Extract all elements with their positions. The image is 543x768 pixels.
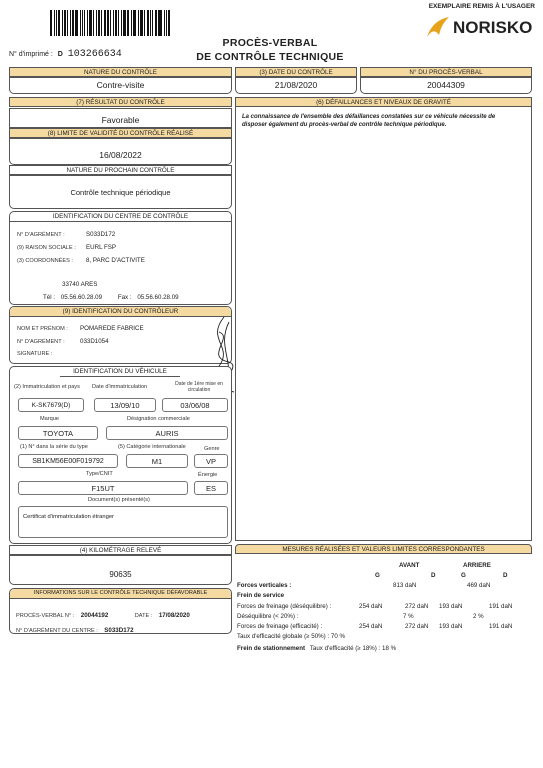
barcode-bar <box>54 10 55 36</box>
mesures-avant-label: AVANT <box>399 562 420 569</box>
centre-agrement-label: N° D'AGRÉMENT : <box>17 232 65 238</box>
frein-service-label: Frein de service <box>237 592 285 599</box>
type-value: F15UT <box>18 481 188 495</box>
serie-value: SB1KM56E00F019792 <box>18 454 118 468</box>
barcode-bar <box>58 10 61 36</box>
imprime-number-row <box>9 49 122 60</box>
barcode-bar <box>164 10 165 36</box>
vehicule-header: IDENTIFICATION DU VÉHICULE <box>60 367 180 377</box>
defavorable-agrement-label: N° D'AGRÉMENT DU CENTRE : <box>16 628 98 634</box>
centre-header: IDENTIFICATION DU CENTRE DE CONTRÔLE <box>10 212 231 222</box>
date-immat-label: Date d'immatriculation <box>92 384 148 390</box>
forces-verticales-arriere: 469 daN <box>467 582 491 589</box>
desequilibre-arriere: 2 % <box>473 613 484 620</box>
barcode-bar <box>89 10 92 36</box>
mesures-arriere-label: ARRIERE <box>463 562 491 569</box>
brand-name: NORISKO <box>453 18 533 37</box>
imprime-label: N° d'imprimé : <box>9 51 53 58</box>
barcode-bar <box>50 10 52 36</box>
mesures-box <box>235 554 532 659</box>
efficacite-force-arg: 193 daN <box>439 623 463 630</box>
barcode-bar <box>101 10 102 36</box>
page-title-line1: PROCÈS-VERBAL <box>222 37 318 49</box>
prochain-header: NATURE DU PROCHAIN CONTRÔLE <box>9 165 232 175</box>
defavorable-pv-label: PROCÈS-VERBAL N° : <box>16 613 75 619</box>
efficacite-forces-label: Forces de freinage (efficacité) : <box>237 623 323 630</box>
immat-value: K-SK7679(D) <box>18 398 84 412</box>
defavorable-agrement-value: S033D172 <box>104 627 134 634</box>
centre-city: 33740 ARES <box>62 281 98 288</box>
pv-number-header: N° DU PROCÈS-VERBAL <box>360 67 532 77</box>
controleur-agrement-label: N° D'AGRÉMENT : <box>17 339 65 345</box>
defavorable-date-label: DATE : <box>134 613 153 619</box>
mesures-arriere-d: D <box>503 572 508 579</box>
barcode-bar <box>155 10 157 36</box>
resultat-value: Favorable <box>9 108 232 128</box>
defavorable-pv-value: 20044192 <box>80 612 109 619</box>
barcode-bar <box>107 10 110 36</box>
efficacite-force-avd: 272 daN <box>405 623 429 630</box>
pv-number-value: 20044309 <box>360 77 532 94</box>
page-title-line2: DE CONTRÔLE TECHNIQUE <box>196 51 344 63</box>
kilometrage-value: 90635 <box>9 555 232 585</box>
centre-coord-value: 8, PARC D'ACTIVITE <box>86 257 145 264</box>
barcode-bar <box>133 10 134 36</box>
type-label: Type/CNIT <box>86 471 113 477</box>
norisko-bird-icon <box>425 15 451 39</box>
centre-raison-value: EURL FSP <box>86 244 117 251</box>
stationnement-value: Taux d'efficacité (≥ 18%) : 18 % <box>309 645 397 652</box>
resultat-header: (7) RÉSULTAT DU CONTRÔLE <box>9 97 232 107</box>
stationnement-row <box>237 645 396 652</box>
imprime-number: 103266634 <box>67 49 122 60</box>
centre-tel-row <box>43 294 179 301</box>
barcode-bar <box>121 10 122 36</box>
date-circ-value: 03/06/08 <box>162 398 228 412</box>
exemplaire-label: EXEMPLAIRE REMIS À L'USAGER <box>428 3 535 10</box>
centre-fax-label: Fax : <box>117 294 132 301</box>
barcode-bar <box>147 10 149 36</box>
date-controle-header: (3) DATE DU CONTRÔLE <box>235 67 357 77</box>
limite-value: 16/08/2022 <box>9 138 232 165</box>
mesures-arriere-g: G <box>461 572 466 579</box>
barcode-bar <box>123 10 126 36</box>
barcode-bar <box>152 10 153 36</box>
barcode-bar <box>62 10 63 36</box>
designation-label: Désignation commerciale <box>127 416 190 422</box>
centre-agrement-value: S033D172 <box>86 231 116 238</box>
barcode-bar <box>56 10 57 36</box>
barcode-bar <box>82 10 83 36</box>
defavorable-header: INFORMATIONS SUR LE CONTRÔLE TECHNIQUE DÉFAVORABLE <box>10 589 231 599</box>
barcode-bar <box>70 10 71 36</box>
barcode-bar <box>158 10 159 36</box>
barcode-bar <box>98 10 100 36</box>
barcode-bar <box>87 10 88 36</box>
barcode-bar <box>127 10 129 36</box>
categorie-value: M1 <box>126 454 188 468</box>
mesures-avant-d: D <box>431 572 436 579</box>
controleur-signature-label: SIGNATURE : <box>17 351 53 357</box>
barcode-bar <box>166 10 167 36</box>
centre-tel-label: Tél : <box>43 294 56 301</box>
centre-fax-value: 05.56.60.28.09 <box>137 294 179 301</box>
controleur-nom-value: POMAREDE FABRICE <box>80 325 144 332</box>
centre-raison-label: (9) RAISON SOCIALE : <box>17 245 76 251</box>
desequilibre-forces-label: Forces de freinage (déséquilibre) : <box>237 603 332 610</box>
defavorable-date-value: 17/08/2020 <box>158 612 190 619</box>
barcode-bar <box>159 10 162 36</box>
stationnement-label: Frein de stationnement <box>237 645 306 652</box>
barcode-bar <box>134 10 136 36</box>
barcode-bar <box>115 10 117 36</box>
documents-label: Document(s) présenté(s) <box>88 497 150 503</box>
nature-controle-value: Contre-visite <box>9 77 232 94</box>
barcode-bar <box>144 10 145 36</box>
barcode-bar <box>131 10 132 36</box>
barcode-bar <box>110 10 111 36</box>
barcode-bar <box>150 10 151 36</box>
genre-label: Genre <box>204 446 220 452</box>
prochain-value: Contrôle technique périodique <box>70 188 171 197</box>
prochain-box <box>9 175 232 209</box>
immat-label: (2) Immatriculation et pays <box>14 384 80 390</box>
norisko-logo <box>425 15 540 41</box>
documents-box <box>18 506 228 538</box>
barcode-bar <box>64 10 66 36</box>
centre-coord-label: (3) COORDONNÉES : <box>17 258 73 264</box>
mesures-header: MESURES RÉALISÉES ET VALEURS LIMITES CORRESPONDANTES <box>235 544 532 554</box>
limite-header: (8) LIMITE DE VALIDITÉ DU CONTRÔLE RÉALISÉ <box>9 128 232 138</box>
efficacite-globale: Taux d'efficacité globale (≥ 50%) : 70 % <box>237 633 345 640</box>
mesures-avant-g: G <box>375 572 380 579</box>
centre-box <box>9 211 232 305</box>
controleur-nom-label: NOM ET PRÉNOM : <box>17 326 68 332</box>
barcode-bar <box>140 10 143 36</box>
energie-value: ES <box>194 481 228 495</box>
controleur-header: (9) IDENTIFICATION DU CONTRÔLEUR <box>10 307 231 317</box>
defavorable-box <box>9 588 232 634</box>
forces-verticales-label: Forces verticales : <box>237 582 292 589</box>
barcode-bar <box>118 10 119 36</box>
desequilibre-avant: 7 % <box>403 613 414 620</box>
vehicule-box <box>9 366 232 544</box>
defavorable-agrement-row <box>16 619 134 637</box>
designation-value: AURIS <box>106 426 228 440</box>
desequilibre-force-avd: 272 daN <box>405 603 429 610</box>
barcode-bar <box>75 10 78 36</box>
date-controle-value: 21/08/2020 <box>235 77 357 94</box>
desequilibre-force-ard: 191 daN <box>489 603 513 610</box>
desequilibre-force-arg: 193 daN <box>439 603 463 610</box>
barcode-bar <box>96 10 97 36</box>
barcode-bar <box>93 10 94 36</box>
kilometrage-header: (4) KILOMÉTRAGE RELEVÉ <box>9 545 232 555</box>
barcode-bar <box>72 10 74 36</box>
documents-value: Certificat d'immatriculation étranger <box>23 514 114 520</box>
date-immat-value: 13/09/10 <box>94 398 156 412</box>
defaillances-text: La connaissance de l'ensemble des défaillances constatées sur ce véhicule nécessite de disposer également du procès-verbal de contrôle technique périodique. <box>242 114 496 128</box>
barcode-bar <box>67 10 68 36</box>
barcode-bar <box>84 10 86 36</box>
controleur-agrement-value: 033D1054 <box>80 338 109 345</box>
barcode-bar <box>168 10 170 36</box>
energie-label: Énergie <box>198 472 218 478</box>
imprime-letter: D <box>57 51 63 58</box>
desequilibre-label: Déséquilibre (< 20%) : <box>237 613 299 620</box>
centre-tel-value: 05.56.60.28.09 <box>60 294 103 301</box>
barcode-bar <box>104 10 106 36</box>
desequilibre-force-avg: 254 daN <box>359 603 383 610</box>
genre-value: VP <box>194 454 228 468</box>
defaillances-box <box>235 107 532 541</box>
barcode <box>50 10 172 36</box>
date-circ-label: Date de 1ère mise en circulation <box>175 381 223 393</box>
marque-label: Marque <box>40 416 59 422</box>
barcode-bar <box>113 10 114 36</box>
nature-controle-header: NATURE DU CONTRÔLE <box>9 67 232 77</box>
barcode-bar <box>80 10 81 36</box>
barcode-bar <box>138 10 139 36</box>
categorie-label: (5) Catégorie internationale <box>118 444 186 450</box>
serie-label: (1) N° dans la série du type <box>20 444 88 450</box>
efficacite-force-avg: 254 daN <box>359 623 383 630</box>
defaillances-header: (6) DÉFAILLANCES ET NIVEAUX DE GRAVITÉ <box>235 97 532 107</box>
marque-value: TOYOTA <box>18 426 98 440</box>
forces-verticales-avant: 813 daN <box>393 582 417 589</box>
efficacite-force-ard: 191 daN <box>489 623 513 630</box>
